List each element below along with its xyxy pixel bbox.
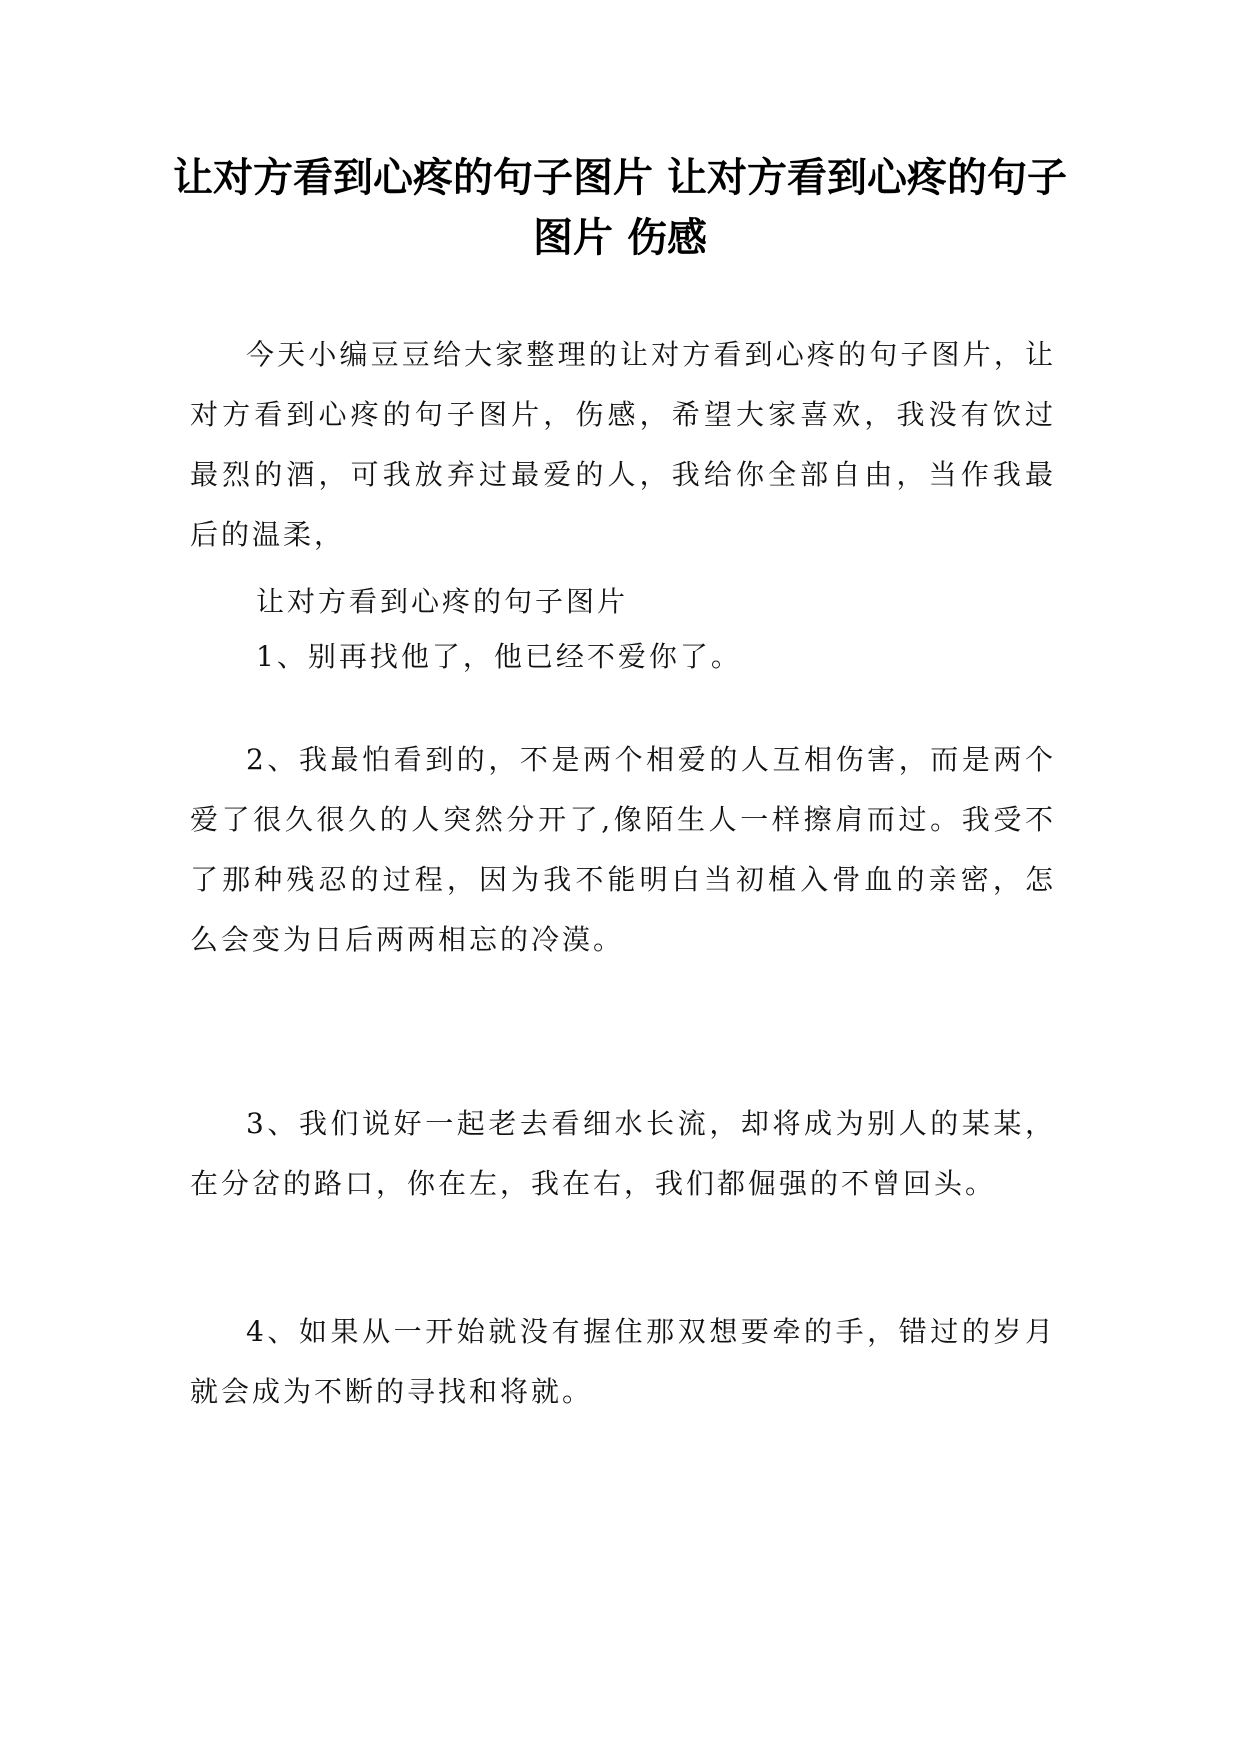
list-item-2: 2、我最怕看到的，不是两个相爱的人互相伤害，而是两个爱了很久很久的人突然分开了,像陌生人一样擦肩而过。我受不了那种残忍的过程，因为我不能明白当初植入骨血的亲密，怎么会变为日后两两相忘的冷漠。 (190, 743, 1056, 956)
document-title: 让对方看到心疼的句子图片 让对方看到心疼的句子图片 伤感 (173, 154, 1067, 261)
section-heading: 让对方看到心疼的句子图片 (256, 585, 629, 618)
list-item-4: 4、如果从一开始就没有握住那双想要牵的手，错过的岁月就会成为不断的寻找和将就。 (190, 1315, 1056, 1408)
intro-paragraph: 今天小编豆豆给大家整理的让对方看到心疼的句子图片，让对方看到心疼的句子图片，伤感，希望大家喜欢，我没有饮过最烈的酒，可我放弃过最爱的人，我给你全部自由，当作我最后的温柔， (190, 338, 1056, 551)
list-item-3: 3、我们说好一起老去看细水长流，却将成为别人的某某，在分岔的路口，你在左，我在右，我们都倔强的不曾回头。 (190, 1107, 1056, 1200)
list-item-1: 1、别再找他了，他已经不爱你了。 (256, 640, 742, 673)
